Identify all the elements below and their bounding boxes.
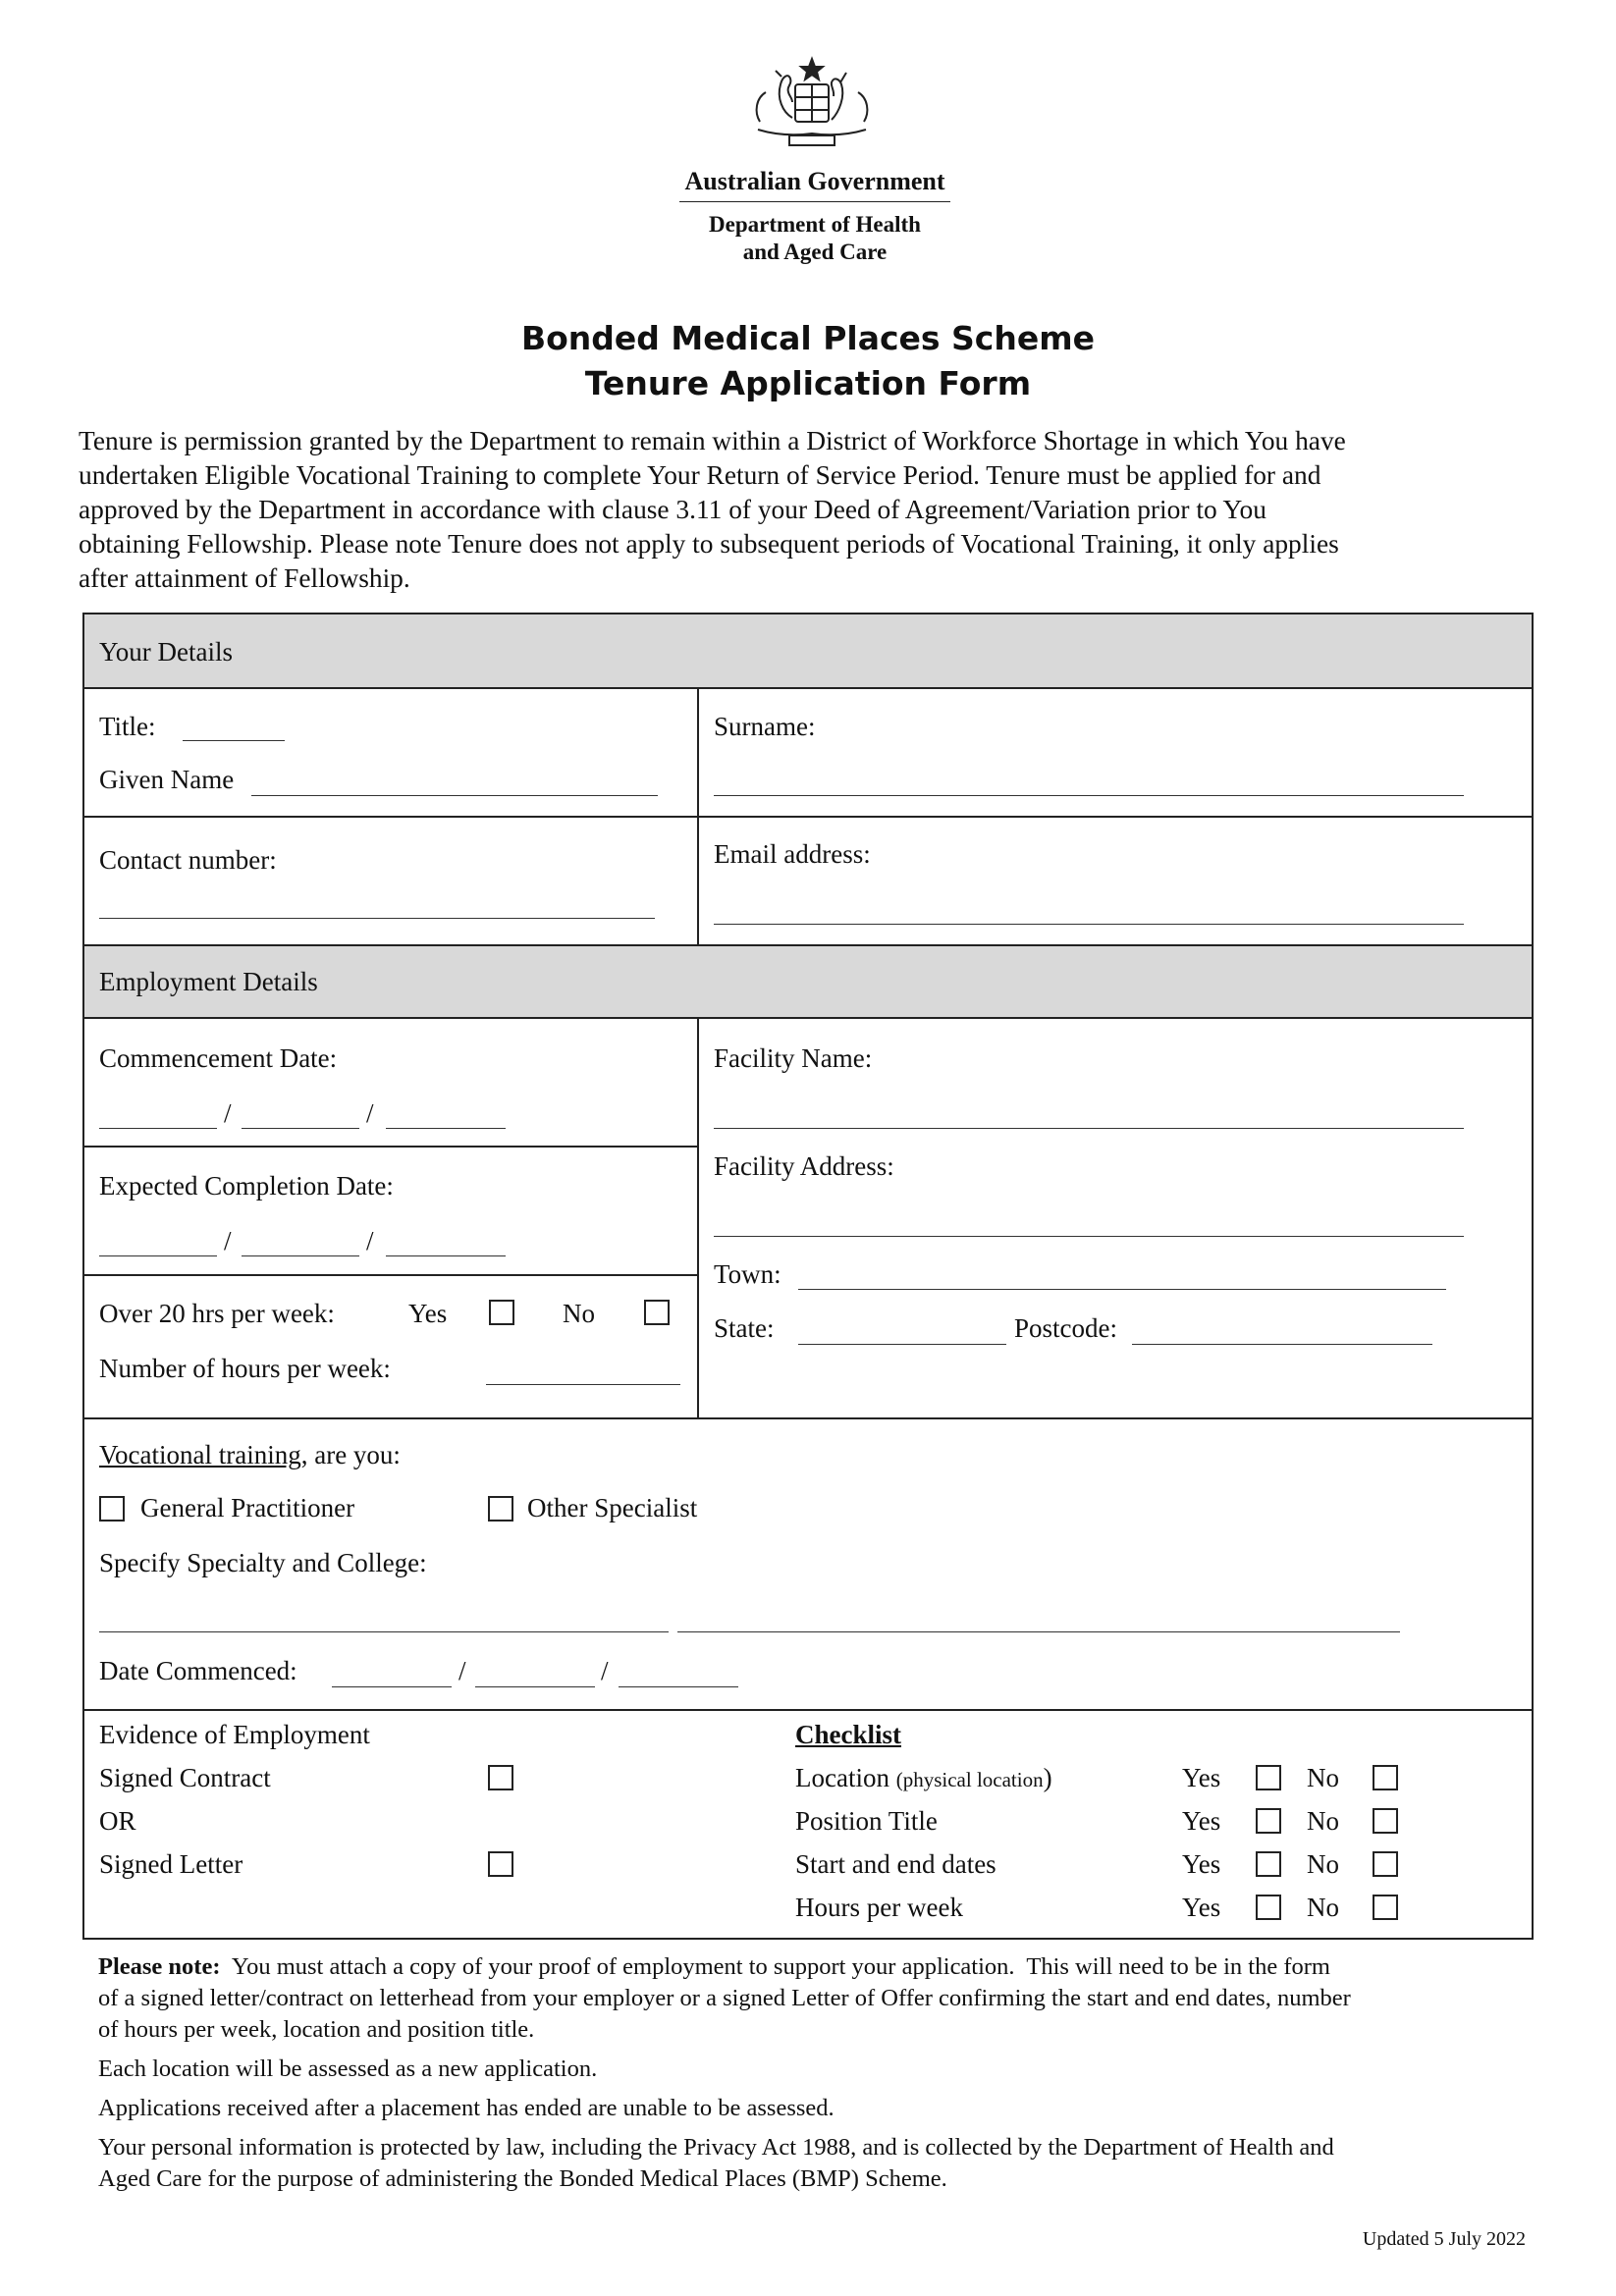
checklist-no-label: No <box>1307 1849 1339 1879</box>
employment-details-heading: Employment Details <box>99 967 318 996</box>
hours-per-week-field[interactable] <box>486 1384 680 1385</box>
checklist-sub: (physical location <box>895 1768 1044 1791</box>
intro-line: obtaining Fellowship. Please note Tenure does not apply to subsequent periods of Vocational Training, it only applies <box>79 529 1339 559</box>
state-field[interactable] <box>798 1344 1006 1345</box>
checklist-yes-label: Yes <box>1182 1806 1221 1836</box>
specify-specialty-label: Specify Specialty and College: <box>99 1548 427 1577</box>
date-separator: / <box>224 1226 232 1255</box>
surname-field[interactable] <box>714 795 1464 796</box>
date-commenced-year-field[interactable] <box>619 1686 738 1687</box>
other-specialist-label: Other Specialist <box>527 1493 698 1522</box>
general-practitioner-label: General Practitioner <box>140 1493 355 1522</box>
header-divider <box>679 201 950 202</box>
specialty-field[interactable] <box>99 1631 669 1632</box>
postcode-label: Postcode: <box>1014 1313 1117 1343</box>
intro-line: undertaken Eligible Vocational Training to complete Your Return of Service Period. Tenure must be applied for and <box>79 460 1321 490</box>
your-details-heading: Your Details <box>99 637 234 667</box>
form-title-line-1: Bonded Medical Places Scheme <box>520 319 1096 357</box>
date-separator: / <box>601 1656 609 1685</box>
facility-address-field[interactable] <box>714 1236 1464 1237</box>
other-specialist-checkbox[interactable] <box>488 1496 513 1522</box>
signed-letter-label: Signed Letter <box>99 1849 243 1879</box>
date-commenced-month-field[interactable] <box>475 1686 595 1687</box>
form-title <box>295 316 1321 406</box>
after-placement-note: Applications received after a placement has ended are unable to be assessed. <box>98 2095 835 2121</box>
checklist-label: Location <box>795 1763 889 1792</box>
completion-month-field[interactable] <box>242 1255 359 1256</box>
position-title-yes-checkbox[interactable] <box>1256 1808 1281 1834</box>
hours-per-week-yes-checkbox[interactable] <box>1256 1895 1281 1920</box>
contact-number-field[interactable] <box>99 918 655 919</box>
row-divider <box>84 1274 697 1276</box>
checklist-no-label: No <box>1307 1806 1339 1836</box>
intro-line: approved by the Department in accordance with clause 3.11 of your Deed of Agreement/Variation prior to You <box>79 495 1266 524</box>
privacy-line-2: Aged Care for the purpose of administering the Bonded Medical Places (BMP) Scheme. <box>98 2165 947 2192</box>
row-divider <box>84 816 1532 818</box>
town-field[interactable] <box>798 1289 1446 1290</box>
evidence-heading: Evidence of Employment <box>99 1720 370 1749</box>
completion-day-field[interactable] <box>99 1255 217 1256</box>
facility-name-label: Facility Name: <box>714 1043 873 1073</box>
title-label: Title: <box>99 712 156 741</box>
department-line-2: and Aged Care <box>742 240 888 264</box>
checklist-item-position-title: Position Title <box>795 1806 938 1836</box>
checklist-item-location <box>795 1762 1052 1795</box>
each-location-note: Each location will be assessed as a new application. <box>98 2056 598 2082</box>
position-title-no-checkbox[interactable] <box>1373 1808 1398 1834</box>
vocational-training-underlined: Vocational training <box>99 1440 301 1469</box>
facility-address-label: Facility Address: <box>714 1151 894 1181</box>
department-name <box>589 211 1041 266</box>
date-separator: / <box>458 1656 466 1685</box>
checklist-yes-label: Yes <box>1182 1763 1221 1792</box>
location-yes-checkbox[interactable] <box>1256 1765 1281 1790</box>
checklist-no-label: No <box>1307 1763 1339 1792</box>
intro-paragraph <box>79 424 1522 596</box>
row-divider <box>84 1417 1532 1419</box>
please-note-line-2: of a signed letter/contract on letterhead from your employer or a signed Letter of Offer confirming the start and end dates, number <box>98 1985 1351 2011</box>
signed-letter-checkbox[interactable] <box>488 1851 513 1877</box>
please-note-text: You must attach a copy of your proof of employment to support your application. This will need to be in the form <box>220 1953 1330 1980</box>
facility-name-field[interactable] <box>714 1128 1464 1129</box>
over-20-no-label: No <box>563 1299 595 1328</box>
email-field[interactable] <box>714 924 1464 925</box>
intro-line: Tenure is permission granted by the Department to remain within a District of Workforce Shortage in which You have <box>79 426 1346 455</box>
government-name: Australian Government <box>684 167 945 195</box>
privacy-line-1: Your personal information is protected by law, including the Privacy Act 1988, and is collected by the Department of Health and <box>98 2134 1334 2161</box>
email-label: Email address: <box>714 839 871 869</box>
intro-line: after attainment of Fellowship. <box>79 563 410 593</box>
or-label: OR <box>99 1806 136 1836</box>
checklist-close: ) <box>1043 1763 1052 1792</box>
please-note-label: Please note: <box>98 1953 221 1980</box>
form-title-line-2: Tenure Application Form <box>584 364 1032 402</box>
signed-contract-checkbox[interactable] <box>488 1765 513 1790</box>
checklist-yes-label: Yes <box>1182 1849 1221 1879</box>
date-commenced-day-field[interactable] <box>332 1686 452 1687</box>
vocational-training-heading <box>99 1439 401 1470</box>
commencement-year-field[interactable] <box>386 1128 506 1129</box>
expected-completion-label: Expected Completion Date: <box>99 1171 394 1201</box>
vocational-training-question: , are you: <box>300 1440 401 1469</box>
start-end-dates-yes-checkbox[interactable] <box>1256 1851 1281 1877</box>
please-note-line-1 <box>98 1951 1532 1983</box>
state-label: State: <box>714 1313 775 1343</box>
checklist-no-label: No <box>1307 1893 1339 1922</box>
commencement-date-label: Commencement Date: <box>99 1043 338 1073</box>
please-note-line-3: of hours per week, location and position title. <box>98 2016 535 2043</box>
title-field[interactable] <box>183 740 285 741</box>
department-line-1: Department of Health <box>709 212 921 237</box>
updated-date: Updated 5 July 2022 <box>1362 2228 1526 2250</box>
please-note <box>98 1951 1532 2046</box>
row-divider <box>84 1146 697 1148</box>
hours-per-week-no-checkbox[interactable] <box>1373 1895 1398 1920</box>
start-end-dates-no-checkbox[interactable] <box>1373 1851 1398 1877</box>
location-no-checkbox[interactable] <box>1373 1765 1398 1790</box>
signed-contract-label: Signed Contract <box>99 1763 271 1792</box>
coat-of-arms-icon <box>738 51 886 161</box>
completion-year-field[interactable] <box>386 1255 506 1256</box>
date-separator: / <box>224 1098 232 1128</box>
commencement-day-field[interactable] <box>99 1128 217 1129</box>
over-20-hrs-label: Over 20 hrs per week: <box>99 1299 335 1328</box>
your-details-header <box>84 614 1532 689</box>
postcode-field[interactable] <box>1132 1344 1432 1345</box>
date-commenced-label: Date Commenced: <box>99 1656 297 1685</box>
over-20-no-checkbox[interactable] <box>644 1300 670 1325</box>
date-separator: / <box>366 1226 374 1255</box>
commencement-month-field[interactable] <box>242 1128 359 1129</box>
given-name-field[interactable] <box>251 795 658 796</box>
given-name-label: Given Name <box>99 765 235 794</box>
over-20-yes-checkbox[interactable] <box>489 1300 514 1325</box>
column-divider <box>697 1019 699 1417</box>
checklist-yes-label: Yes <box>1182 1893 1221 1922</box>
checklist-heading: Checklist <box>795 1720 901 1749</box>
town-label: Town: <box>714 1259 781 1289</box>
over-20-yes-label: Yes <box>408 1299 448 1328</box>
hours-per-week-label: Number of hours per week: <box>99 1354 391 1383</box>
checklist-item-start-end-dates: Start and end dates <box>795 1849 997 1879</box>
general-practitioner-checkbox[interactable] <box>99 1496 125 1522</box>
checklist-item-hours-per-week: Hours per week <box>795 1893 963 1922</box>
surname-label: Surname: <box>714 712 816 741</box>
college-field[interactable] <box>677 1631 1400 1632</box>
row-divider <box>84 1709 1532 1711</box>
contact-number-label: Contact number: <box>99 845 277 875</box>
privacy-note <box>98 2132 1532 2195</box>
date-separator: / <box>366 1098 374 1128</box>
